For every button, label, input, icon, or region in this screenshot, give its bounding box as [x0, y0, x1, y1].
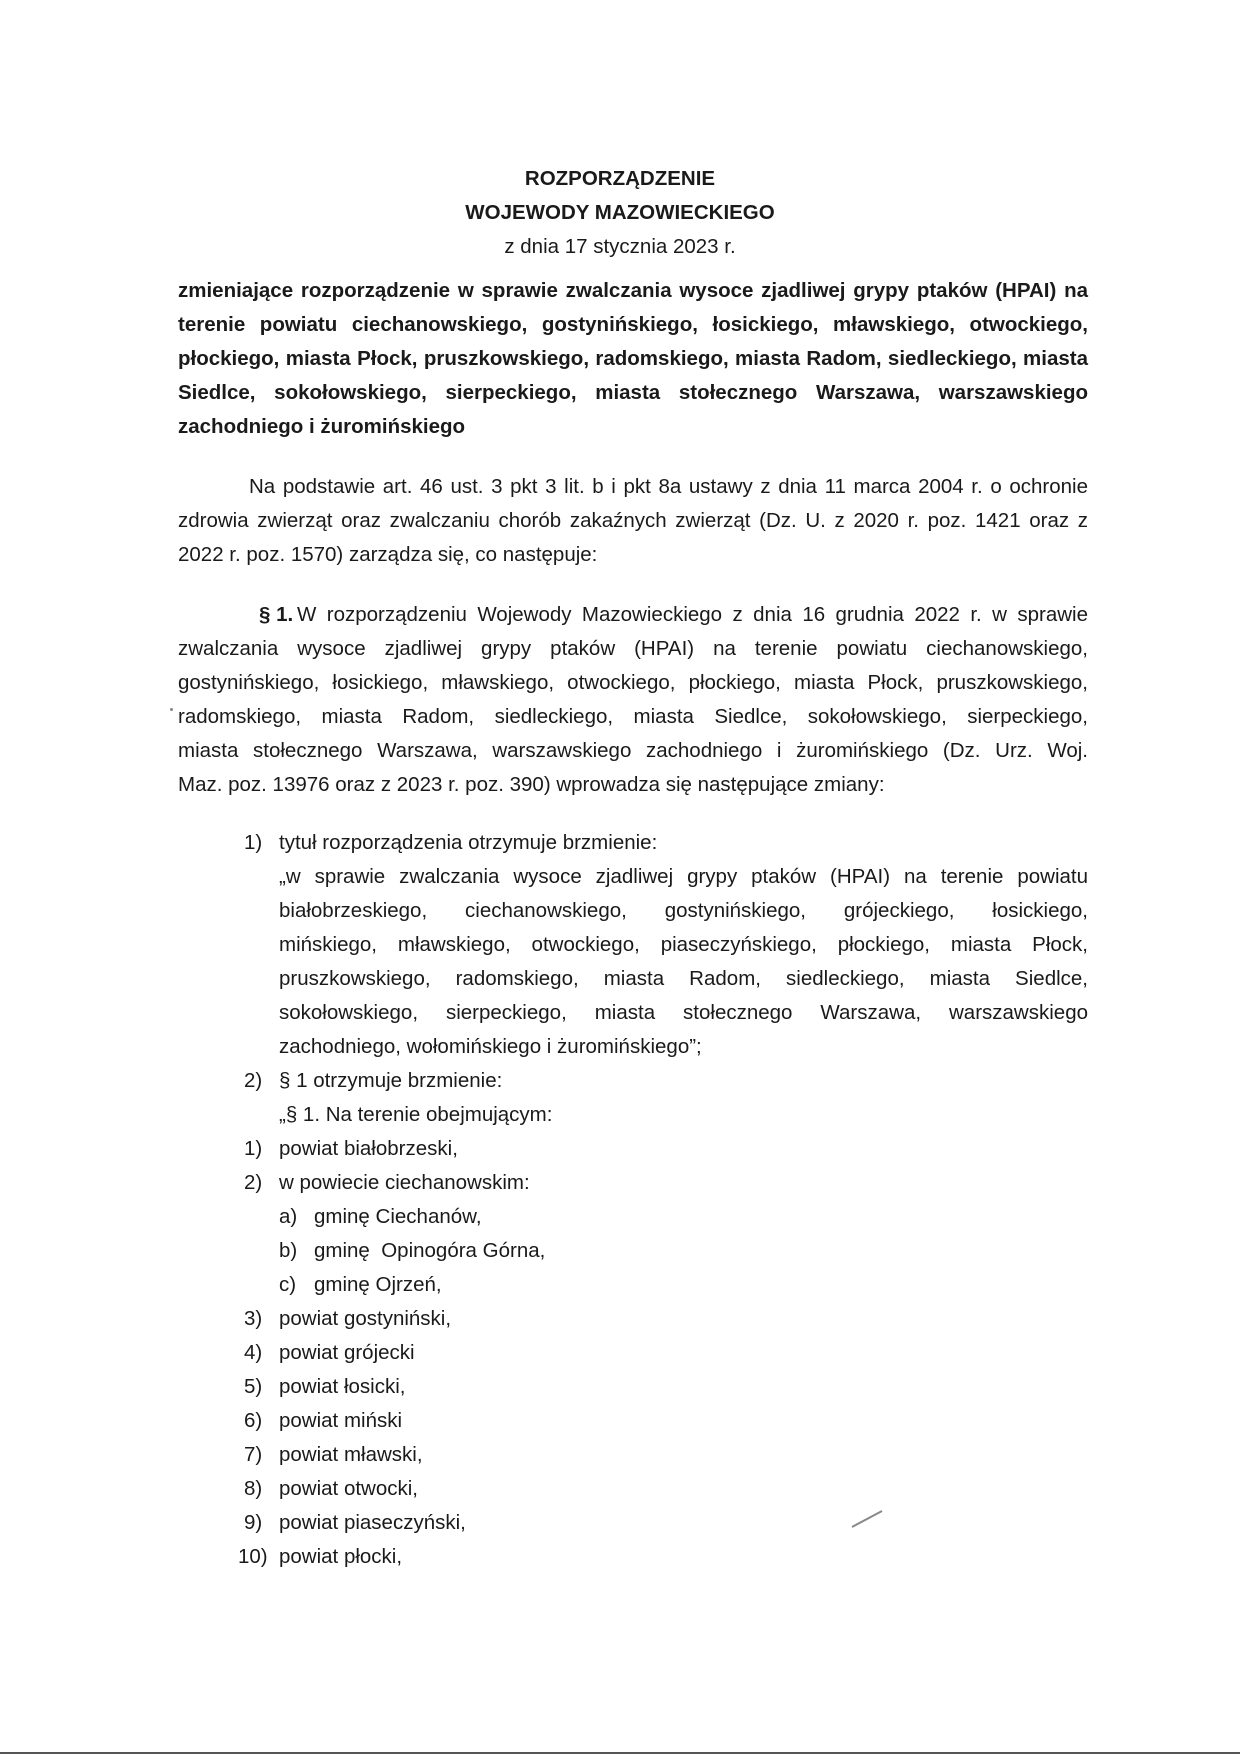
- list-item: powiat gostyniński,: [279, 1307, 452, 1330]
- list-item: powiat płocki,: [279, 1545, 403, 1568]
- basis-line: Na podstawie art. 46 ust. 3 pkt 3 lit. b i pkt 8a ustawy z dnia 11 marca 2004 r. o ochronie: [249, 475, 1088, 498]
- quote-line: białobrzeskiego, ciechanowskiego, gostynińskiego, grójeckiego, łosickiego,: [279, 899, 1088, 922]
- document-date: z dnia 17 stycznia 2023 r.: [504, 235, 736, 258]
- list-item-number: 9): [244, 1511, 263, 1534]
- change-number: 2): [244, 1069, 263, 1092]
- list-item: powiat białobrzeski,: [279, 1137, 458, 1160]
- subject-line: zachodniego i żuromińskiego: [178, 415, 466, 438]
- change-number: 1): [244, 831, 263, 854]
- list-item: w powiecie ciechanowskim:: [279, 1171, 530, 1194]
- quote-line: „w sprawie zwalczania wysoce zjadliwej grypy ptaków (HPAI) na terenie powiatu: [279, 865, 1088, 888]
- list-item: powiat piaseczyński,: [279, 1511, 466, 1534]
- paragraph-line: miasta stołecznego Warszawa, warszawskiego zachodniego i żuromińskiego (Dz. Urz. Woj.: [178, 739, 1088, 762]
- pen-mark: [852, 1510, 883, 1528]
- list-item-number: 7): [244, 1443, 263, 1466]
- list-item: powiat otwocki,: [279, 1477, 419, 1500]
- list-item-number: 6): [244, 1409, 263, 1432]
- sub-item-letter: b): [279, 1239, 298, 1262]
- paragraph-marker: § 1.: [259, 603, 294, 626]
- subject-line: zmieniające rozporządzenie w sprawie zwalczania wysoce zjadliwej grypy ptaków (HPAI) na: [178, 279, 1088, 302]
- change-text: § 1 otrzymuje brzmienie:: [279, 1069, 503, 1092]
- quote-line: sokołowskiego, sierpeckiego, miasta stołecznego Warszawa, warszawskiego: [279, 1001, 1088, 1024]
- list-item-number: 2): [244, 1171, 263, 1194]
- subject-line: płockiego, miasta Płock, pruszkowskiego, radomskiego, miasta Radom, siedleckiego, miasta: [178, 347, 1088, 370]
- quote-line: zachodniego, wołomińskiego i żuromińskiego”;: [279, 1035, 702, 1058]
- basis-line: 2022 r. poz. 1570) zarządza się, co następuje:: [178, 543, 598, 566]
- sub-item: gminę Ciechanów,: [314, 1205, 482, 1228]
- sub-item: gminę Ojrzeń,: [314, 1273, 442, 1296]
- list-item-number: 10): [238, 1545, 268, 1568]
- document-issuer: WOJEWODY MAZOWIECKIEGO: [465, 201, 775, 224]
- document-title: ROZPORZĄDZENIE: [524, 167, 716, 190]
- paragraph-line: W rozporządzeniu Wojewody Mazowieckiego z dnia 16 grudnia 2022 r. w sprawie: [297, 603, 1088, 626]
- subject-line: terenie powiatu ciechanowskiego, gostynińskiego, łosickiego, mławskiego, otwockiego,: [178, 313, 1088, 336]
- quote-line: mińskiego, mławskiego, otwockiego, piaseczyńskiego, płockiego, miasta Płock,: [279, 933, 1088, 956]
- change-text: tytuł rozporządzenia otrzymuje brzmienie:: [279, 831, 658, 854]
- list-item: powiat mławski,: [279, 1443, 423, 1466]
- paragraph-line: radomskiego, miasta Radom, siedleckiego, miasta Siedlce, sokołowskiego, sierpeckiego,: [178, 705, 1088, 728]
- list-item: powiat łosicki,: [279, 1375, 406, 1398]
- quote-line: pruszkowskiego, radomskiego, miasta Radom, siedleckiego, miasta Siedlce,: [279, 967, 1088, 990]
- list-item: powiat miński: [279, 1409, 403, 1432]
- list-item-number: 3): [244, 1307, 263, 1330]
- sub-item-letter: a): [279, 1205, 298, 1228]
- subject-line: Siedlce, sokołowskiego, sierpeckiego, miasta stołecznego Warszawa, warszawskiego: [178, 381, 1088, 404]
- list-item-number: 1): [244, 1137, 263, 1160]
- sub-item: gminę Opinogóra Górna,: [314, 1239, 546, 1262]
- sub-item-letter: c): [279, 1273, 297, 1296]
- list-item-number: 8): [244, 1477, 263, 1500]
- quote-line: „§ 1. Na terenie obejmującym:: [279, 1103, 553, 1126]
- paragraph-line: Maz. poz. 13976 oraz z 2023 r. poz. 390) wprowadza się następujące zmiany:: [178, 773, 885, 796]
- list-item: powiat grójecki: [279, 1341, 415, 1364]
- paragraph-line: zwalczania wysoce zjadliwej grypy ptaków (HPAI) na terenie powiatu ciechanowskiego,: [178, 637, 1088, 660]
- basis-line: zdrowia zwierząt oraz zwalczaniu chorób zakaźnych zwierząt (Dz. U. z 2020 r. poz. 1421 oraz z: [178, 509, 1088, 532]
- paragraph-line: gostynińskiego, łosickiego, mławskiego, otwockiego, płockiego, miasta Płock, pruszkowskiego,: [178, 671, 1088, 694]
- list-item-number: 5): [244, 1375, 263, 1398]
- scan-speck: [170, 708, 173, 711]
- list-item-number: 4): [244, 1341, 263, 1364]
